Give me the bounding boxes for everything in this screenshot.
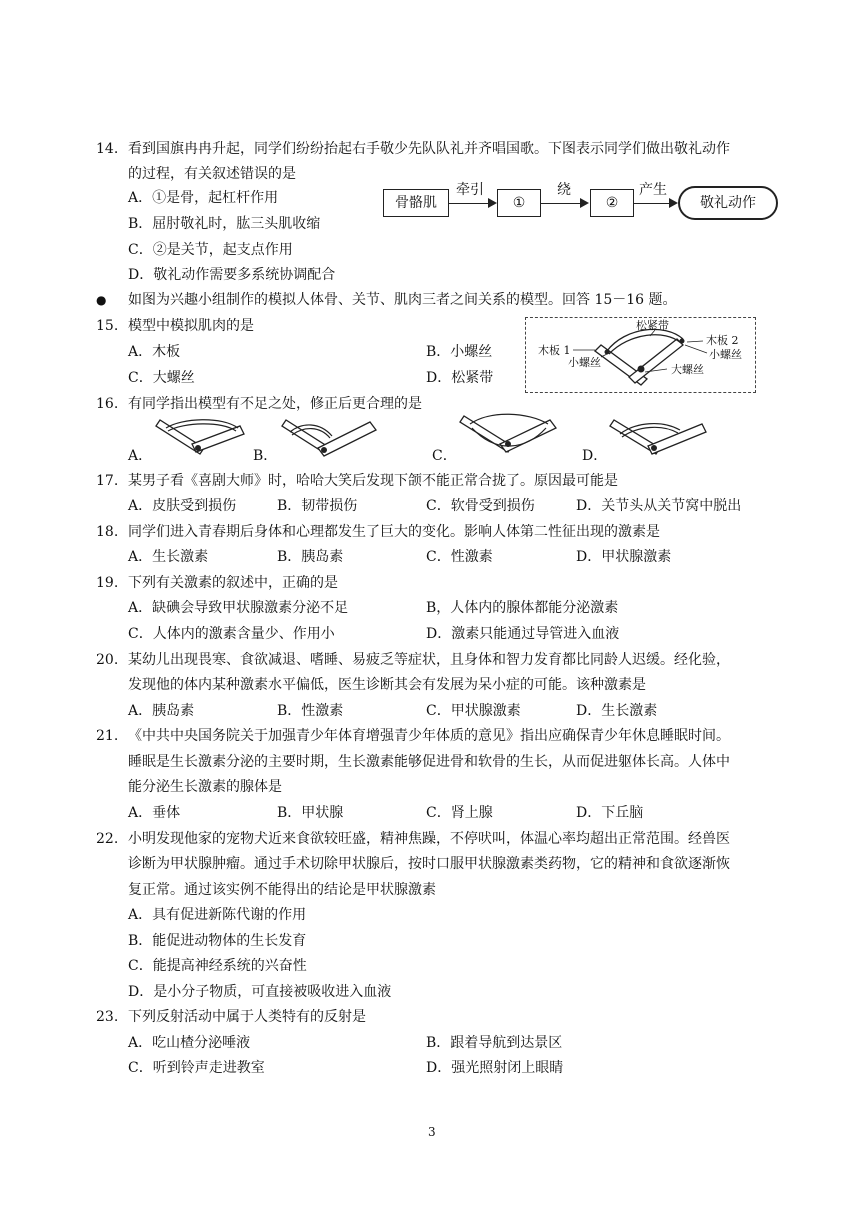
q18-stem: 同学们进入青春期后身体和心理都发生了巨大的变化。影响人体第二性征出现的激素是: [128, 524, 660, 540]
q20-option-a: A．胰岛素: [128, 703, 195, 719]
q15-option-c: C．大螺丝: [128, 370, 195, 386]
flow-box-1: ①: [497, 189, 541, 217]
q21-stem-line3: 能分泌生长激素的腺体是: [128, 779, 282, 795]
q22-number: 22.: [96, 831, 119, 847]
q21-stem-line1: 《中共中央国务院关于加强青少年体育增强青少年体质的意见》指出应确保青少年休息睡眠时间。: [128, 728, 730, 744]
q20-option-b: B．性激素: [277, 703, 344, 719]
q18-option-a: A．生长激素: [128, 549, 209, 565]
q16-figure-a: [152, 418, 248, 462]
q21-number: 21.: [96, 728, 119, 744]
q16-option-d: D．: [582, 448, 608, 464]
q17-option-d: D．关节头从关节窝中脱出: [576, 498, 742, 514]
q14-option-a: A．①是骨，起杠杆作用: [128, 190, 279, 206]
q18-option-d: D．甲状腺激素: [576, 549, 672, 565]
intro-text: 如图为兴趣小组制作的模拟人体骨、关节、肌肉三者之间关系的模型。回答 15－16 题。: [128, 292, 677, 308]
q22-option-a: A．具有促进新陈代谢的作用: [128, 907, 307, 923]
q16-figure-d: [606, 418, 712, 462]
q14-stem-line1: 看到国旗冉冉升起，同学们纷纷抬起右手敬少先队队礼并齐唱国歌。下图表示同学们做出敬礼动作: [128, 141, 730, 157]
flow-oval-salute: 敬礼动作: [678, 186, 778, 220]
flow-arrow-1: [449, 203, 495, 204]
q19-option-d: D．激素只能通过导管进入血液: [426, 626, 620, 642]
q15-option-d: D．松紧带: [426, 370, 494, 386]
q17-option-c: C．软骨受到损伤: [426, 498, 535, 514]
flow-arrow-2: [541, 203, 587, 204]
q15-number: 15.: [96, 318, 119, 334]
q15-stem: 模型中模拟肌肉的是: [128, 318, 254, 334]
q21-stem-line2: 睡眠是生长激素分泌的主要时期，生长激素能够促进骨和软骨的生长，从而促进躯体长高。人体中: [128, 754, 730, 770]
q20-stem-line2: 发现他的体内某种激素水平偏低，医生诊断其会有发展为呆小症的可能。该种激素是: [128, 677, 646, 693]
model-label-screw-right: 小螺丝: [709, 348, 742, 361]
q23-option-b: B．跟着导航到达景区: [426, 1035, 563, 1051]
q20-stem-line1: 某幼儿出现畏寒、食欲减退、嗜睡、易疲乏等症状，且身体和智力发育都比同龄人迟缓。经化验，: [128, 652, 730, 668]
q16-figure-c: [456, 414, 560, 462]
q23-option-a: A．吃山楂分泌唾液: [128, 1035, 251, 1051]
q14-stem-line2: 的过程，有关叙述错误的是: [128, 166, 296, 182]
flow-box-skeletal-muscle: 骨骼肌: [383, 189, 449, 217]
q21-option-d: D．下丘脑: [576, 805, 644, 821]
q16-option-b: B．: [253, 448, 278, 464]
q17-number: 17.: [96, 473, 119, 489]
flow-arrow-1-label: 牵引: [456, 182, 484, 198]
q14-option-d: D．敬礼动作需要多系统协调配合: [128, 267, 336, 283]
q19-option-a: A．缺碘会导致甲状腺激素分泌不足: [128, 600, 349, 616]
q22-stem-line2: 诊断为甲状腺肿瘤。通过手术切除甲状腺后，按时口服甲状腺激素类药物，它的精神和食欲逐渐恢: [128, 856, 730, 872]
q23-number: 23.: [96, 1009, 119, 1025]
q14-option-c: C．②是关节，起支点作用: [128, 242, 293, 258]
q20-option-d: D．生长激素: [576, 703, 658, 719]
flow-arrow-3: [634, 203, 676, 204]
q21-option-c: C．肾上腺: [426, 805, 493, 821]
q14-option-b: B．屈肘敬礼时，肱三头肌收缩: [128, 216, 321, 232]
model-label-board2: 木板 2: [706, 334, 739, 347]
q21-option-a: A．垂体: [128, 805, 181, 821]
q20-number: 20.: [96, 652, 119, 668]
model-label-big-screw: 大螺丝: [671, 363, 704, 376]
q20-option-c: C．甲状腺激素: [426, 703, 521, 719]
q22-option-b: B．能促进动物体的生长发育: [128, 933, 307, 949]
q22-option-c: C．能提高神经系统的兴奋性: [128, 958, 307, 974]
q16-option-a: A．: [128, 448, 153, 464]
q18-option-c: C．性激素: [426, 549, 493, 565]
q14-number: 14.: [96, 141, 119, 157]
q17-stem: 某男子看《喜剧大师》时，哈哈大笑后发现下颌不能正常合拢了。原因最可能是: [128, 473, 618, 489]
q23-option-d: D．强光照射闭上眼睛: [426, 1060, 564, 1076]
q23-option-c: C．听到铃声走进教室: [128, 1060, 265, 1076]
q16-number: 16.: [96, 396, 119, 412]
q18-number: 18.: [96, 524, 119, 540]
q19-option-b: B，人体内的腺体都能分泌激素: [426, 600, 619, 616]
q15-option-b: B．小螺丝: [426, 344, 493, 360]
flow-arrow-3-label: 产生: [639, 182, 667, 198]
q22-stem-line1: 小明发现他家的宠物犬近来食欲较旺盛，精神焦躁，不停吠叫，体温心率均超出正常范围。经兽医: [128, 831, 730, 847]
q18-option-b: B．胰岛素: [277, 549, 344, 565]
q22-option-d: D．是小分子物质，可直接被吸收进入血液: [128, 984, 392, 1000]
flow-box-2: ②: [590, 189, 634, 217]
q19-number: 19.: [96, 575, 119, 591]
q19-stem: 下列有关激素的叙述中，正确的是: [128, 575, 338, 591]
q21-option-b: B．甲状腺: [277, 805, 344, 821]
q19-option-c: C．人体内的激素含量少、作用小: [128, 626, 335, 642]
q23-stem: 下列反射活动中属于人类特有的反射是: [128, 1009, 366, 1025]
flow-arrow-2-label: 绕: [557, 182, 571, 198]
model-label-band: 松紧带: [636, 319, 669, 332]
q16-figure-b: [278, 418, 382, 462]
intro-bullet: ●: [96, 293, 107, 307]
q15-option-a: A．木板: [128, 344, 181, 360]
q16-stem: 有同学指出模型有不足之处，修正后更合理的是: [128, 396, 422, 412]
model-label-screw-left: 小螺丝: [568, 356, 601, 369]
q17-option-b: B．韧带损伤: [277, 498, 358, 514]
q22-stem-line3: 复正常。通过该实例不能得出的结论是甲状腺激素: [128, 882, 436, 898]
q17-option-a: A．皮肤受到损伤: [128, 498, 237, 514]
model-label-board1: 木板 1: [538, 344, 571, 357]
page-number: 3: [428, 1125, 436, 1139]
q16-option-c: C．: [432, 448, 457, 464]
